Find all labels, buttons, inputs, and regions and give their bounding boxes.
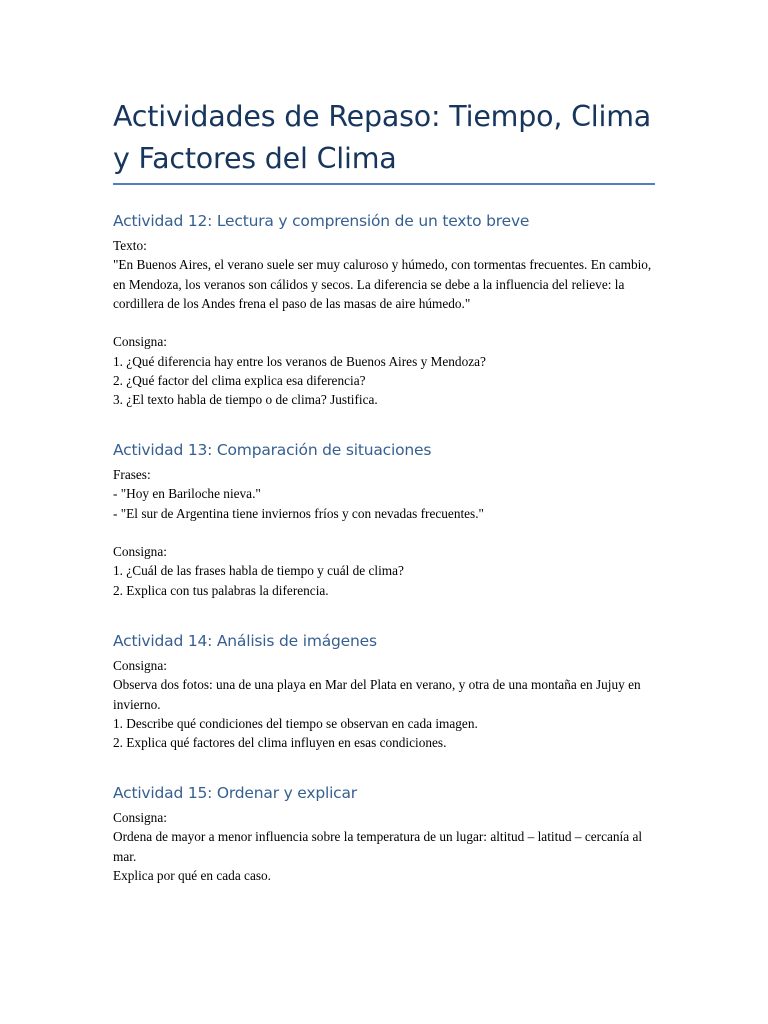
- section-body: [113, 465, 655, 600]
- section-body: [113, 236, 655, 410]
- question-item: 2. Explica con tus palabras la diferencia.: [113, 582, 329, 598]
- text-line: Frases:: [113, 467, 151, 482]
- section-actividad-14: [113, 630, 655, 752]
- question-item: 3. ¿El texto habla de tiempo o de clima? Justifica.: [113, 392, 378, 408]
- section-body: [113, 808, 655, 885]
- document-page: [113, 96, 655, 883]
- document-title: Actividades de Repaso: Tiempo, Clima y Factores del Clima: [113, 100, 652, 175]
- text-paragraph: Observa dos fotos: una de una playa en Mar del Plata en verano, y otra de una montaña en Jujuy en invierno.: [113, 677, 641, 712]
- text-line: Explica por qué en cada caso.: [113, 867, 272, 883]
- section-body: [113, 656, 655, 752]
- section-actividad-13: [113, 439, 655, 600]
- question-item: 1. Describe qué condiciones del tiempo se observan en cada imagen.: [113, 715, 478, 731]
- section-actividad-15: [113, 782, 655, 885]
- text-line: Consigna:: [113, 544, 167, 560]
- quoted-text: "En Buenos Aires, el verano suele ser muy caluroso y húmedo, con tormentas frecuentes. En cambio, en Mendoza, los veranos son cálidos y secos. La diferencia se debe a la influencia del relieve: la cordillera de los Andes frena el paso de las masas de aire húmedo.": [113, 257, 652, 311]
- text-line: Consigna:: [113, 334, 167, 350]
- blank-line: [113, 523, 655, 542]
- text-line: Consigna:: [113, 810, 167, 825]
- section-heading: Actividad 14: Análisis de imágenes: [113, 632, 377, 650]
- section-heading: Actividad 15: Ordenar y explicar: [113, 784, 357, 802]
- phrase-item: - "El sur de Argentina tiene inviernos fríos y con nevadas frecuentes.": [113, 505, 484, 521]
- phrase-item: - "Hoy en Bariloche nieva.": [113, 486, 261, 502]
- text-paragraph: Ordena de mayor a menor influencia sobre la temperatura de un lugar: altitud – latitud – cercanía al mar.: [113, 829, 643, 864]
- question-item: 1. ¿Qué diferencia hay entre los veranos de Buenos Aires y Mendoza?: [113, 353, 486, 369]
- question-item: 1. ¿Cuál de las frases habla de tiempo y cuál de clima?: [113, 563, 404, 579]
- section-actividad-12: [113, 210, 655, 410]
- section-heading: Actividad 12: Lectura y comprensión de un texto breve: [113, 212, 530, 230]
- title-underline: [113, 183, 655, 185]
- question-item: 2. ¿Qué factor del clima explica esa diferencia?: [113, 373, 366, 389]
- question-item: 2. Explica qué factores del clima influyen en esas condiciones.: [113, 735, 447, 751]
- section-heading: Actividad 13: Comparación de situaciones: [113, 441, 432, 459]
- blank-line: [113, 313, 655, 332]
- text-line: Texto:: [113, 238, 147, 253]
- text-line: Consigna:: [113, 658, 167, 673]
